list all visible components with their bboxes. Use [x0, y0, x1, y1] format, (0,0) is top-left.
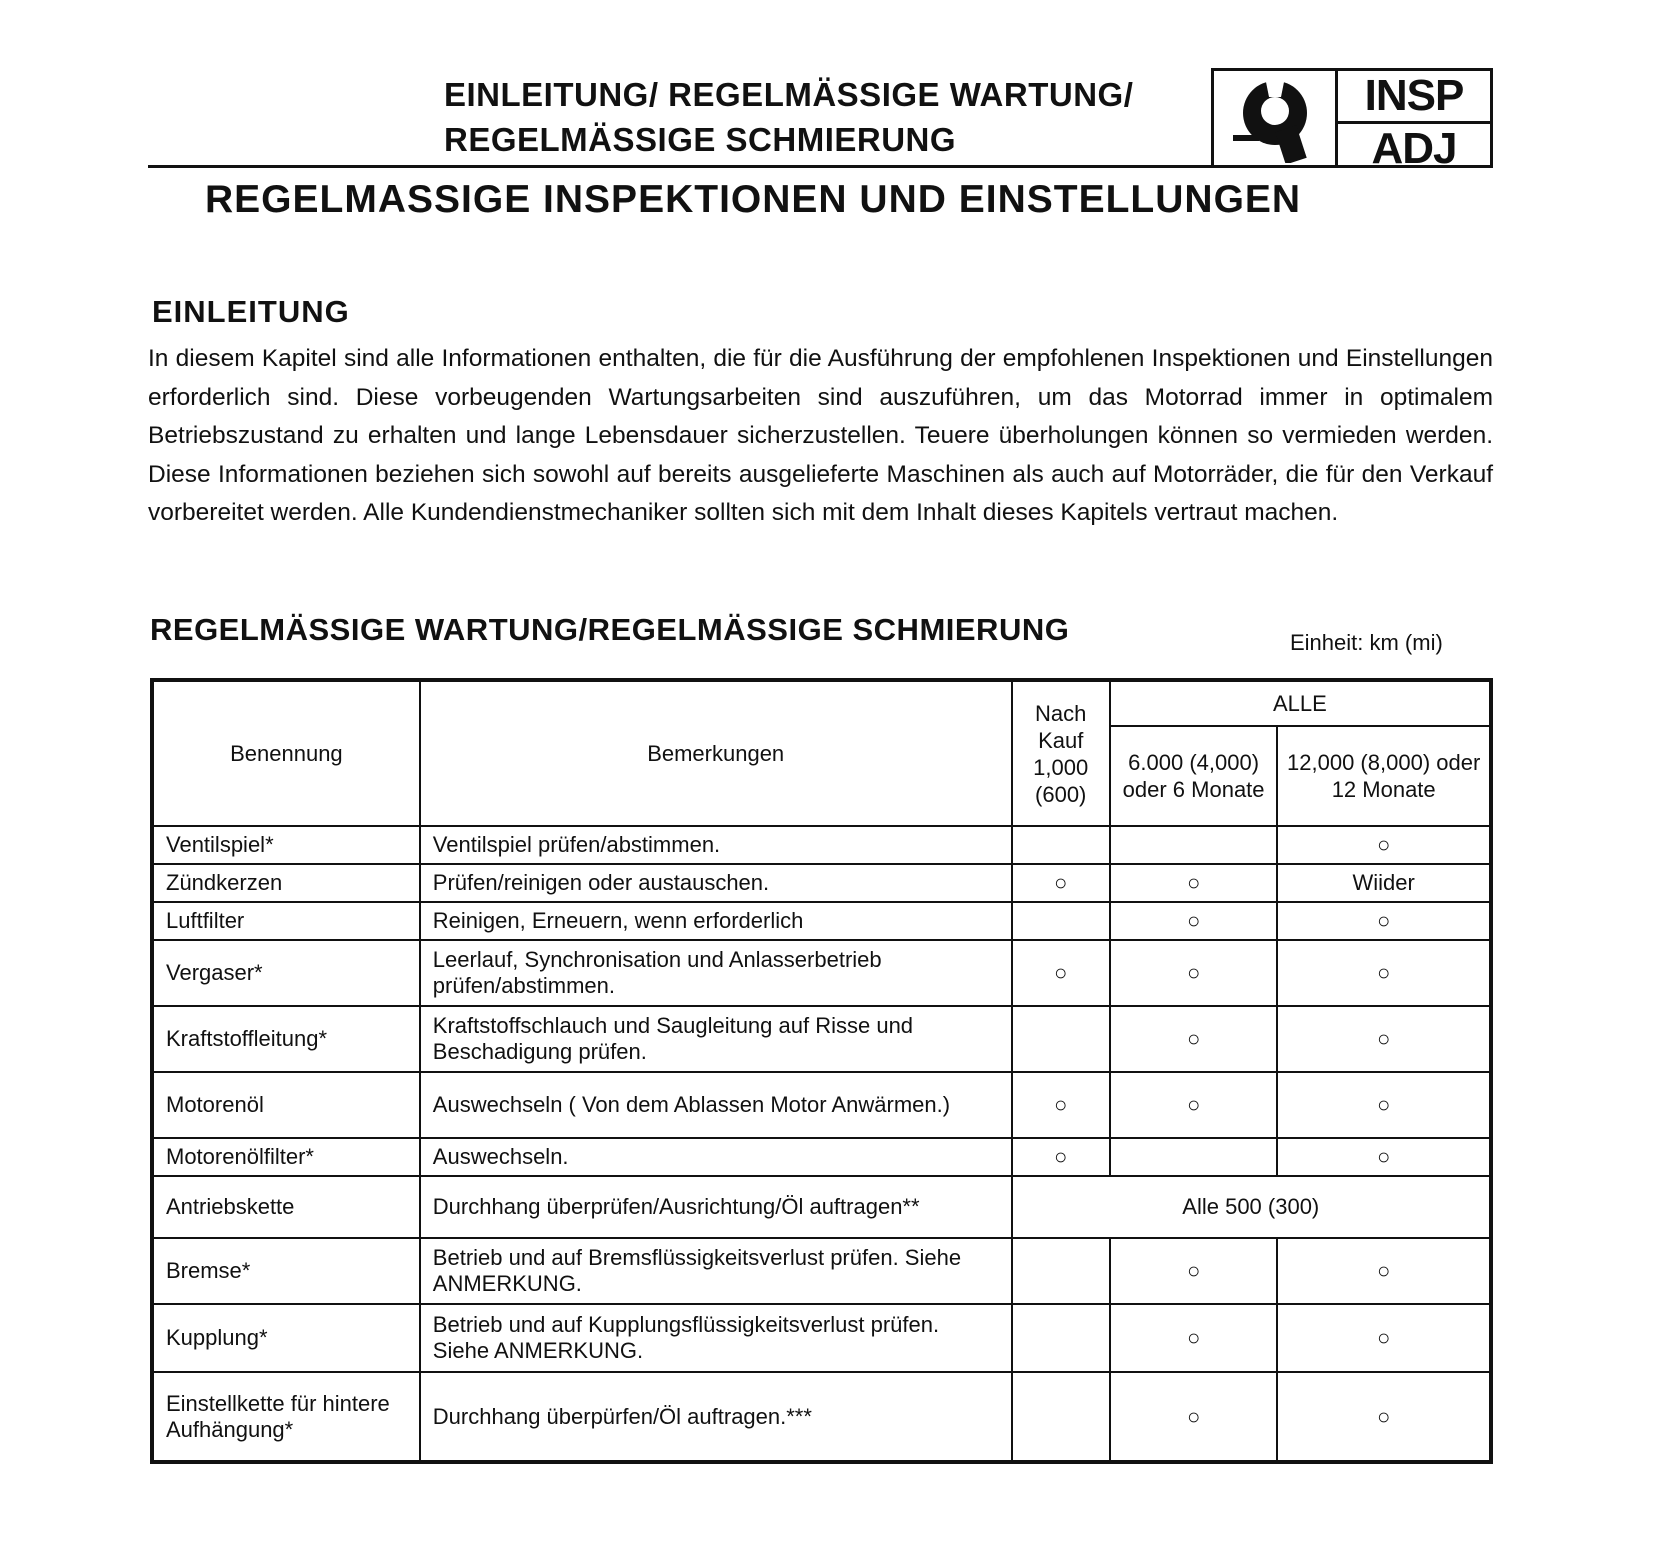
header-alle: ALLE	[1110, 680, 1491, 726]
row-12000: ○	[1277, 1304, 1491, 1372]
row-remarks: Durchhang überpürfen/Öl auftragen.***	[420, 1372, 1012, 1462]
row-name: Einstellkette für hintere Aufhängung*	[152, 1372, 420, 1462]
row-6000	[1110, 1138, 1278, 1176]
intro-heading: EINLEITUNG	[152, 294, 350, 329]
row-initial	[1012, 1372, 1110, 1462]
row-6000: ○	[1110, 1304, 1278, 1372]
row-12000: ○	[1277, 1072, 1491, 1138]
header-12000: 12,000 (8,000) oder 12 Monate	[1277, 726, 1491, 826]
row-name: Bremse*	[152, 1238, 420, 1304]
row-interval: Alle 500 (300)	[1012, 1176, 1491, 1238]
row-12000: ○	[1277, 826, 1491, 864]
table-row	[152, 1176, 1491, 1238]
header-title-line1: EINLEITUNG/ REGELMÄSSIGE WARTUNG/	[444, 76, 1134, 113]
row-remarks: Durchhang überprüfen/Ausrichtung/Öl auftragen**	[420, 1176, 1012, 1238]
header-6000: 6.000 (4,000) oder 6 Monate	[1110, 726, 1278, 826]
header-benennung: Benennung	[152, 680, 420, 826]
row-remarks: Auswechseln.	[420, 1138, 1012, 1176]
row-6000: ○	[1110, 1372, 1278, 1462]
table-row	[152, 864, 1491, 902]
row-name: Ventilspiel*	[152, 826, 420, 864]
row-12000: ○	[1277, 1138, 1491, 1176]
row-12000: ○	[1277, 902, 1491, 940]
row-remarks: Kraftstoffschlauch und Saugleitung auf Risse und Beschadigung prüfen.	[420, 1006, 1012, 1072]
header-title-line2: REGELMÄSSIGE SCHMIERUNG	[444, 121, 957, 158]
row-6000	[1110, 826, 1278, 864]
row-6000: ○	[1110, 864, 1278, 902]
header-initial: Nach Kauf 1,000 (600)	[1012, 680, 1110, 826]
row-initial: ○	[1012, 864, 1110, 902]
table-row	[152, 1372, 1491, 1462]
header-bemerkungen: Bemerkungen	[420, 680, 1012, 826]
row-remarks: Prüfen/reinigen oder austauschen.	[420, 864, 1012, 902]
row-initial: ○	[1012, 940, 1110, 1006]
row-6000: ○	[1110, 1072, 1278, 1138]
table-row	[152, 1138, 1491, 1176]
table-row	[152, 1072, 1491, 1138]
section-badge	[1211, 68, 1493, 173]
row-6000: ○	[1110, 1006, 1278, 1072]
row-initial	[1012, 902, 1110, 940]
row-remarks: Betrieb und auf Bremsflüssigkeitsverlust prüfen. Siehe ANMERKUNG.	[420, 1238, 1012, 1304]
row-6000: ○	[1110, 1238, 1278, 1304]
header-rule	[148, 165, 1213, 168]
table-row	[152, 1304, 1491, 1372]
row-name: Kraftstoffleitung*	[152, 1006, 420, 1072]
row-name: Kupplung*	[152, 1304, 420, 1372]
header-title	[444, 72, 1133, 162]
page-title: REGELMASSIGE INSPEKTIONEN UND EINSTELLUNGEN	[205, 178, 1302, 221]
row-name: Luftfilter	[152, 902, 420, 940]
row-12000: ○	[1277, 1238, 1491, 1304]
row-initial: ○	[1012, 1072, 1110, 1138]
table-row	[152, 1238, 1491, 1304]
row-name: Motorenöl	[152, 1072, 420, 1138]
schedule-heading: REGELMÄSSIGE WARTUNG/REGELMÄSSIGE SCHMIERUNG	[150, 612, 1070, 647]
maintenance-table	[150, 678, 1493, 1464]
table-row	[152, 902, 1491, 940]
badge-adj: ADJ	[1371, 124, 1457, 173]
row-initial: ○	[1012, 1138, 1110, 1176]
page-header	[148, 64, 1493, 173]
row-remarks: Ventilspiel prüfen/abstimmen.	[420, 826, 1012, 864]
row-12000: ○	[1277, 940, 1491, 1006]
row-initial	[1012, 1006, 1110, 1072]
row-initial	[1012, 826, 1110, 864]
row-initial	[1012, 1238, 1110, 1304]
row-initial	[1012, 1304, 1110, 1372]
row-name: Motorenölfilter*	[152, 1138, 420, 1176]
table-row	[152, 826, 1491, 864]
row-remarks: Reinigen, Erneuern, wenn erforderlich	[420, 902, 1012, 940]
row-name: Antriebskette	[152, 1176, 420, 1238]
unit-note: Einheit: km (mi)	[1290, 630, 1443, 655]
row-12000: ○	[1277, 1372, 1491, 1462]
row-name: Zündkerzen	[152, 864, 420, 902]
wrench-icon	[1214, 71, 1338, 165]
row-6000: ○	[1110, 902, 1278, 940]
row-name: Vergaser*	[152, 940, 420, 1006]
row-remarks: Betrieb und auf Kupplungsflüssigkeitsverlust prüfen. Siehe ANMERKUNG.	[420, 1304, 1012, 1372]
row-12000: ○	[1277, 1006, 1491, 1072]
row-12000: Wiider	[1277, 864, 1491, 902]
row-remarks: Leerlauf, Synchronisation und Anlasserbetrieb prüfen/abstimmen.	[420, 940, 1012, 1006]
row-6000: ○	[1110, 940, 1278, 1006]
table-row	[152, 1006, 1491, 1072]
row-remarks: Auswechseln ( Von dem Ablassen Motor Anwärmen.)	[420, 1072, 1012, 1138]
intro-text: In diesem Kapitel sind alle Informationen enthalten, die für die Ausführung der empfohlenen Inspektionen und Einstellungen erforderlich sind. Diese vorbeugenden Wartungsarbeiten sind auszuführen, um das Motorrad immer in optimalem Betriebszustand zu erhalten und lange Lebensdauer sicherzustellen. Teuere überholungen können so vermieden werden. Diese Informationen beziehen sich sowohl auf bereits ausgelieferte Maschinen als auch auf Motorräder, die für den Verkauf vorbereitet werden. Alle Kundendienstmechaniker sollten sich mit dem Inhalt dieses Kapitels vertraut machen.	[148, 345, 1493, 527]
badge-insp: INSP	[1338, 71, 1490, 124]
table-row	[152, 940, 1491, 1006]
